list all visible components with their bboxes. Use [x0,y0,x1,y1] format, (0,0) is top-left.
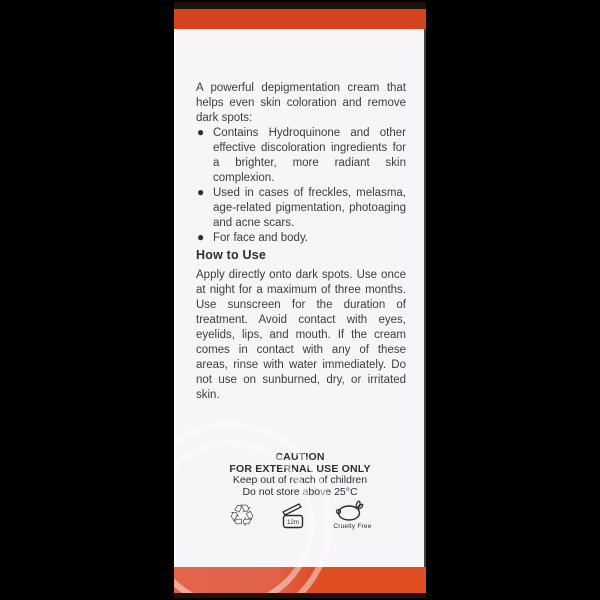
pao-label: 12m [287,520,300,526]
how-to-use-paragraph: Apply directly onto dark spots. Use once at night for a maximum of three months. Use sunscreen for the duration of treatment. Avoid contact with eyes, eyelids, lips, and mouth. If the cream comes in contact with any of these areas, rinse with water immediately. Do not use on sunburned, dry, or irritated skin. [196,269,406,401]
bullet-icon: ● [197,230,205,244]
list-item [196,126,406,186]
list-item-text: For face and body. [213,232,309,244]
cruelty-free-label: Cruelty Free [333,523,372,530]
period-after-opening-icon [279,502,309,530]
list-item-text: Used in cases of freckles, melasma, age-related pigmentation, photoaging and acne scars. [213,187,406,229]
caution-block [174,452,426,498]
bullet-icon: ● [197,125,205,139]
panel-content [174,2,426,598]
symbols-row [174,498,426,534]
list-item-text: Contains Hydroquinone and other effective discoloration ingredients for a brighter, more radiant skin complexion. [213,127,406,184]
cruelty-free-icon [333,498,371,530]
packaging-box [174,2,426,598]
intro-paragraph: A powerful depigmentation cream that helps even skin coloration and remove dark spots: [196,82,406,124]
box-top-edge [174,2,426,9]
bullet-icon: ● [197,185,205,199]
list-item [196,186,406,231]
caution-children: Keep out of reach of children [232,474,368,486]
benefits-list [196,126,406,246]
how-to-use-heading: How to Use [196,248,267,262]
caution-external-use: FOR EXTERNAL USE ONLY [229,462,371,475]
caution-title: CAUTION [275,451,325,463]
caution-storage: Do not store above 25°C [242,485,358,498]
recycling-icon: ♲ [228,499,256,534]
box-bottom-edge [174,593,426,598]
description-block [196,81,406,246]
list-item [196,231,406,246]
